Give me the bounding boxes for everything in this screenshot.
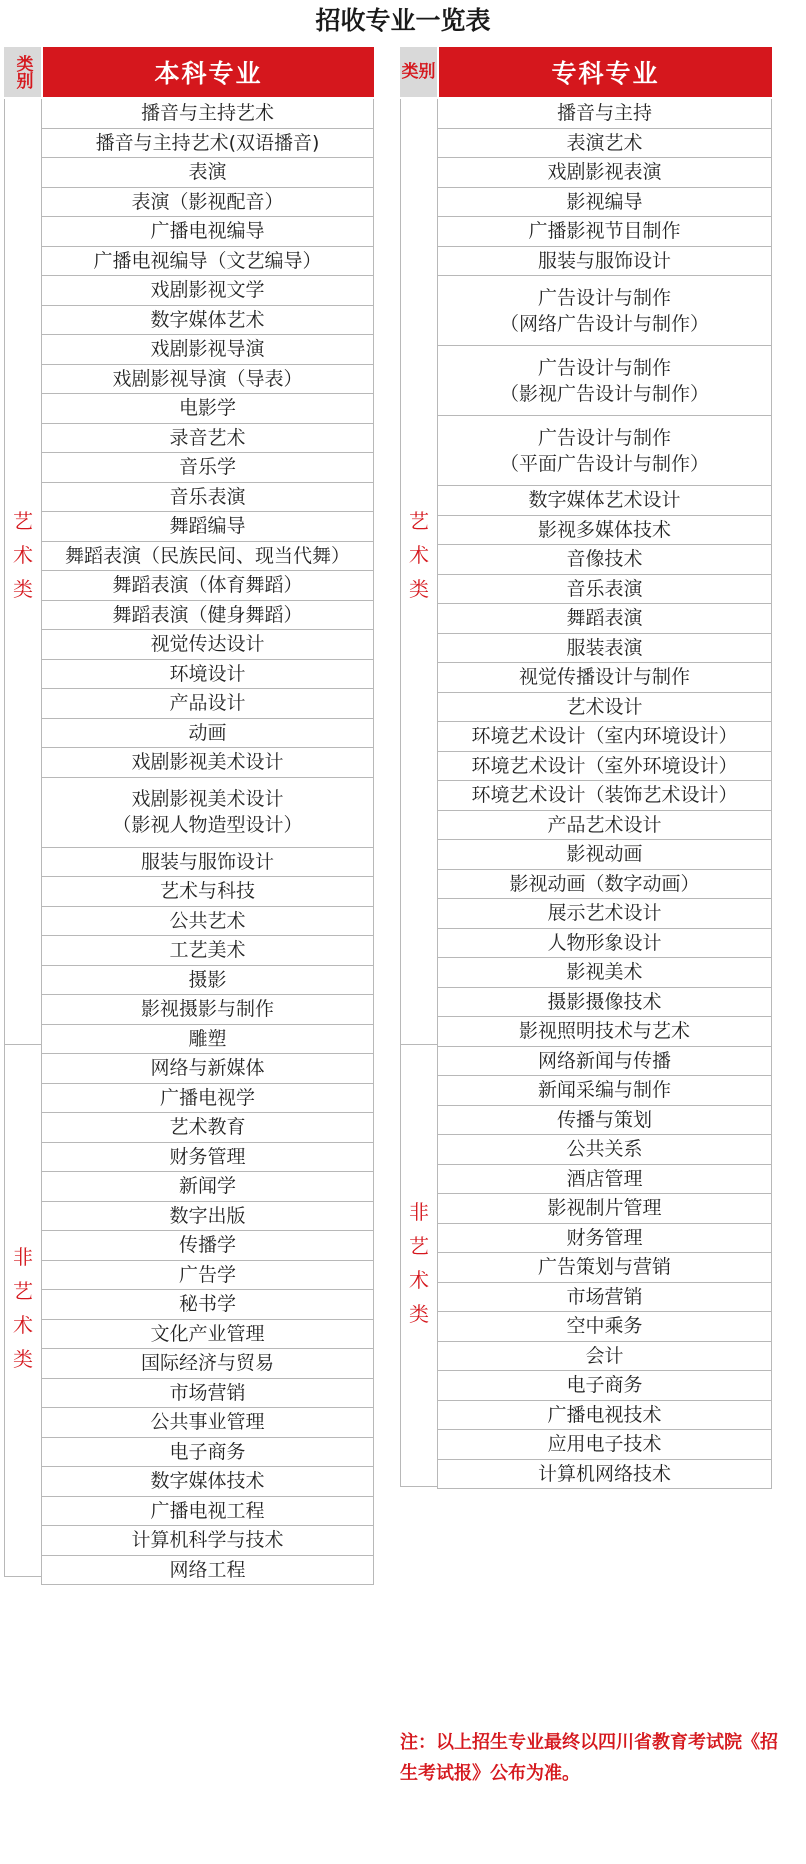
specialist-major-list xyxy=(437,99,772,1489)
major-row: 戏剧影视美术设计 xyxy=(42,748,373,778)
major-row: 广播电视技术 xyxy=(438,1401,771,1431)
major-row: 舞蹈编导 xyxy=(42,512,373,542)
major-row: 影视编导 xyxy=(438,188,771,218)
major-row: 公共事业管理 xyxy=(42,1408,373,1438)
category-header: 类别 xyxy=(400,47,437,97)
major-row: 艺术与科技 xyxy=(42,877,373,907)
major-row: 播音与主持 xyxy=(438,99,771,129)
category-header: 类别 xyxy=(4,47,41,97)
major-row: 影视美术 xyxy=(438,958,771,988)
major-row: 广播电视编导 xyxy=(42,217,373,247)
major-row: 网络与新媒体 xyxy=(42,1054,373,1084)
major-row: 计算机网络技术 xyxy=(438,1460,771,1490)
non-art-group-label: 非 艺 术 类 xyxy=(409,1200,429,1326)
major-row: 音乐表演 xyxy=(438,575,771,605)
major-row: 服装与服饰设计 xyxy=(438,247,771,277)
major-row: 戏剧影视美术设计 （影视人物造型设计） xyxy=(42,778,373,848)
major-row: 视觉传播设计与制作 xyxy=(438,663,771,693)
major-row: 戏剧影视文学 xyxy=(42,276,373,306)
major-row: 影视多媒体技术 xyxy=(438,516,771,546)
art-group-cell xyxy=(400,99,437,1045)
major-row: 数字媒体技术 xyxy=(42,1467,373,1497)
footnote: 注：以上招生专业最终以四川省教育考试院《招生考试报》公布为准。 xyxy=(400,1732,778,1784)
major-row: 数字媒体艺术设计 xyxy=(438,486,771,516)
page-title: 招收专业一览表 xyxy=(315,6,491,35)
undergraduate-header: 本科专业 xyxy=(43,47,374,97)
major-row: 环境设计 xyxy=(42,660,373,690)
major-row: 会计 xyxy=(438,1342,771,1372)
major-row: 公共艺术 xyxy=(42,907,373,937)
major-row: 公共关系 xyxy=(438,1135,771,1165)
major-row: 环境艺术设计（室内环境设计） xyxy=(438,722,771,752)
major-row: 网络工程 xyxy=(42,1556,373,1586)
major-row: 数字出版 xyxy=(42,1202,373,1232)
major-row: 广告设计与制作 （网络广告设计与制作） xyxy=(438,276,771,346)
major-row: 空中乘务 xyxy=(438,1312,771,1342)
major-row: 服装与服饰设计 xyxy=(42,848,373,878)
art-group-label: 艺 术 类 xyxy=(409,509,429,601)
major-row: 雕塑 xyxy=(42,1025,373,1055)
major-row: 产品艺术设计 xyxy=(438,811,771,841)
major-row: 艺术教育 xyxy=(42,1113,373,1143)
specialist-header-row xyxy=(400,47,772,97)
major-row: 音乐表演 xyxy=(42,483,373,513)
major-row: 国际经济与贸易 xyxy=(42,1349,373,1379)
major-row: 人物形象设计 xyxy=(438,929,771,959)
major-row: 广播电视工程 xyxy=(42,1497,373,1527)
major-row: 广告学 xyxy=(42,1261,373,1291)
major-row: 视觉传达设计 xyxy=(42,630,373,660)
major-row: 财务管理 xyxy=(42,1143,373,1173)
major-row: 音像技术 xyxy=(438,545,771,575)
major-row: 新闻采编与制作 xyxy=(438,1076,771,1106)
non-art-group-cell xyxy=(400,1045,437,1487)
major-row: 摄影摄像技术 xyxy=(438,988,771,1018)
major-row: 网络新闻与传播 xyxy=(438,1047,771,1077)
major-row: 艺术设计 xyxy=(438,693,771,723)
art-group-label: 艺 术 类 xyxy=(13,509,33,601)
major-row: 广播影视节目制作 xyxy=(438,217,771,247)
major-row: 电影学 xyxy=(42,394,373,424)
major-row: 舞蹈表演（健身舞蹈） xyxy=(42,601,373,631)
major-row: 广告设计与制作 （平面广告设计与制作） xyxy=(438,416,771,486)
major-row: 舞蹈表演 xyxy=(438,604,771,634)
major-row: 环境艺术设计（装饰艺术设计） xyxy=(438,781,771,811)
major-row: 动画 xyxy=(42,719,373,749)
major-row: 产品设计 xyxy=(42,689,373,719)
major-row: 影视照明技术与艺术 xyxy=(438,1017,771,1047)
non-art-group-cell xyxy=(4,1045,41,1577)
major-row: 戏剧影视导演（导表） xyxy=(42,365,373,395)
major-row: 影视制片管理 xyxy=(438,1194,771,1224)
major-row: 数字媒体艺术 xyxy=(42,306,373,336)
major-row: 电子商务 xyxy=(42,1438,373,1468)
major-row: 表演艺术 xyxy=(438,129,771,159)
major-row: 传播与策划 xyxy=(438,1106,771,1136)
major-row: 舞蹈表演（体育舞蹈） xyxy=(42,571,373,601)
major-row: 摄影 xyxy=(42,966,373,996)
major-row: 计算机科学与技术 xyxy=(42,1526,373,1556)
major-row: 播音与主持艺术 xyxy=(42,99,373,129)
major-row: 环境艺术设计（室外环境设计） xyxy=(438,752,771,782)
major-row: 表演（影视配音） xyxy=(42,188,373,218)
specialist-header: 专科专业 xyxy=(439,47,772,97)
undergraduate-header-row xyxy=(4,47,374,97)
major-row: 工艺美术 xyxy=(42,936,373,966)
major-row: 文化产业管理 xyxy=(42,1320,373,1350)
major-row: 广告设计与制作 （影视广告设计与制作） xyxy=(438,346,771,416)
major-row: 财务管理 xyxy=(438,1224,771,1254)
major-row: 戏剧影视导演 xyxy=(42,335,373,365)
major-row: 影视摄影与制作 xyxy=(42,995,373,1025)
major-row: 表演 xyxy=(42,158,373,188)
major-row: 舞蹈表演（民族民间、现当代舞） xyxy=(42,542,373,572)
major-row: 市场营销 xyxy=(438,1283,771,1313)
major-row: 应用电子技术 xyxy=(438,1430,771,1460)
major-row: 市场营销 xyxy=(42,1379,373,1409)
major-row: 广告策划与营销 xyxy=(438,1253,771,1283)
major-row: 新闻学 xyxy=(42,1172,373,1202)
major-row: 广播电视学 xyxy=(42,1084,373,1114)
major-row: 展示艺术设计 xyxy=(438,899,771,929)
major-row: 电子商务 xyxy=(438,1371,771,1401)
major-row: 音乐学 xyxy=(42,453,373,483)
art-group-cell xyxy=(4,99,41,1045)
major-row: 录音艺术 xyxy=(42,424,373,454)
major-row: 酒店管理 xyxy=(438,1165,771,1195)
major-row: 影视动画 xyxy=(438,840,771,870)
major-row: 戏剧影视表演 xyxy=(438,158,771,188)
undergraduate-major-list xyxy=(41,99,374,1585)
major-row: 影视动画（数字动画） xyxy=(438,870,771,900)
major-row: 播音与主持艺术(双语播音) xyxy=(42,129,373,159)
non-art-group-label: 非 艺 术 类 xyxy=(13,1245,33,1371)
major-row: 广播电视编导（文艺编导） xyxy=(42,247,373,277)
major-row: 传播学 xyxy=(42,1231,373,1261)
major-row: 服装表演 xyxy=(438,634,771,664)
major-row: 秘书学 xyxy=(42,1290,373,1320)
